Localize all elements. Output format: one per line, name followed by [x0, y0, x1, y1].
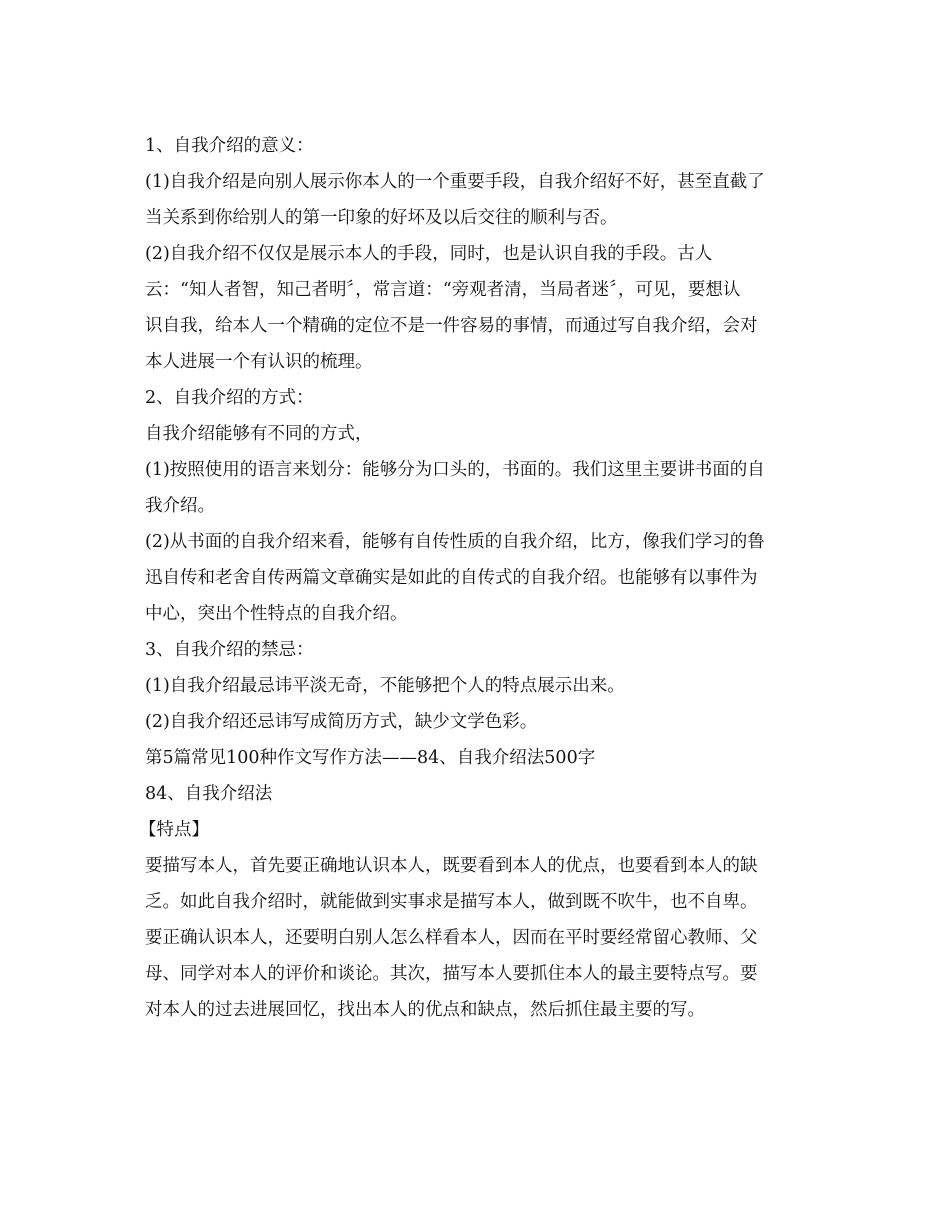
- paragraph-line: (1)自我介绍是向别人展示你本人的一个重要手段，自我介绍好不好，甚至直截了: [145, 172, 765, 192]
- article-title: 第5篇常见100种作文写作方法——84、自我介绍法500字: [145, 748, 596, 768]
- paragraph-line: (2)自我介绍不仅仅是展示本人的手段，同时，也是认识自我的手段。古人: [145, 244, 713, 264]
- paragraph-line: (1)自我介绍最忌讳平淡无奇，不能够把个人的特点展示出来。: [145, 676, 625, 696]
- paragraph-line: (2)从书面的自我介绍来看，能够有自传性质的自我介绍，比方，像我们学习的鲁: [145, 532, 765, 552]
- paragraph-line: 迅自传和老舍自传两篇文章确实是如此的自传式的自我介绍。也能够有以事件为: [145, 568, 758, 588]
- paragraph-line: 我介绍。: [145, 496, 215, 516]
- document-body: [139, 128, 815, 1028]
- paragraph-line: 中心，突出个性特点的自我介绍。: [145, 604, 408, 624]
- paragraph-line: 自我介绍能够有不同的方式，: [145, 424, 373, 444]
- paragraph-line: 要正确认识本人，还要明白别人怎么样看本人，因而在平时要经常留心教师、父: [145, 928, 758, 948]
- heading-meaning: 1、自我介绍的意义：: [145, 136, 314, 156]
- paragraph-line: (1)按照使用的语言来划分：能够分为口头的，书面的。我们这里主要讲书面的自: [145, 460, 765, 480]
- paragraph-line: 本人进展一个有认识的梳理。: [145, 352, 373, 372]
- section-title: 84、自我介绍法: [145, 784, 273, 804]
- features-heading: 【特点】: [139, 820, 209, 840]
- paragraph-line: (2)自我介绍还忌讳写成简历方式，缺少文学色彩。: [145, 712, 538, 732]
- heading-taboos: 3、自我介绍的禁忌：: [145, 640, 314, 660]
- paragraph-line: 云：“知人者智，知己者明〞，常言道：“旁观者清，当局者迷〞，可见，要想认: [145, 280, 741, 300]
- paragraph-line: 对本人的过去进展回忆，找出本人的优点和缺点，然后抓住最主要的写。: [145, 1000, 705, 1020]
- heading-methods: 2、自我介绍的方式：: [145, 388, 314, 408]
- paragraph-line: 母、同学对本人的评价和谈论。其次，描写本人要抓住本人的最主要特点写。要: [145, 964, 758, 984]
- paragraph-line: 要描写本人，首先要正确地认识本人，既要看到本人的优点，也要看到本人的缺: [145, 856, 758, 876]
- paragraph-line: 当关系到你给别人的第一印象的好坏及以后交往的顺利与否。: [145, 208, 618, 228]
- paragraph-line: 识自我，给本人一个精确的定位不是一件容易的事情，而通过写自我介绍，会对: [145, 316, 758, 336]
- paragraph-line: 乏。如此自我介绍时，就能做到实事求是描写本人，做到既不吹牛，也不自卑。: [145, 892, 758, 912]
